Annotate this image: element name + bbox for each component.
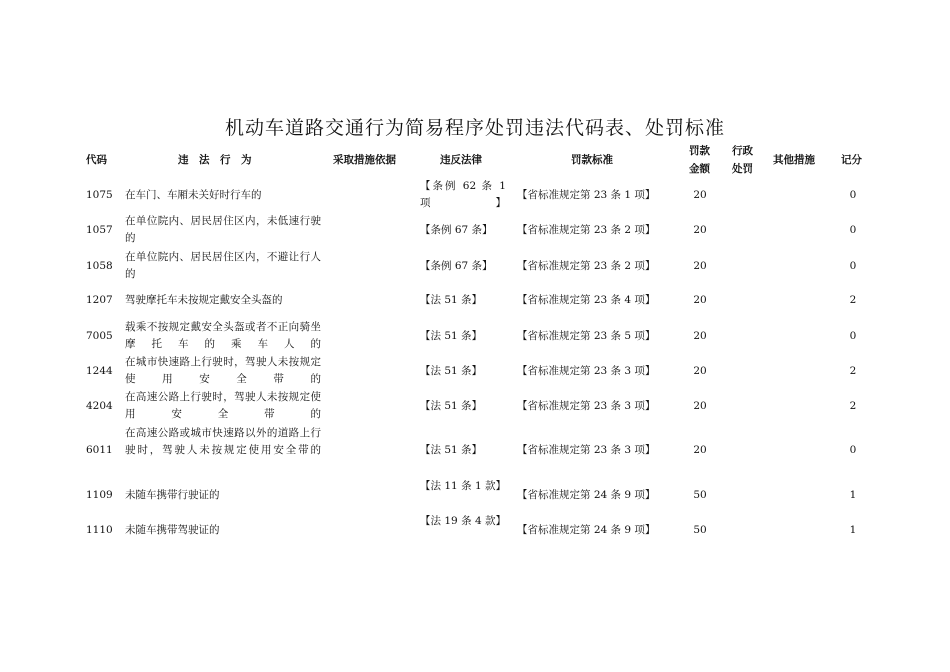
row-violation: 未随车携带行驶证的	[125, 489, 220, 501]
row-code: 1109	[86, 489, 113, 501]
header-violation: 违 法 行 为	[178, 154, 252, 166]
row-standard: 【省标准规定第 23 条 3 项】	[517, 444, 656, 456]
row-code: 7005	[86, 330, 113, 342]
row-law: 【法 11 条 1 款】	[420, 480, 506, 492]
row-points: 2	[849, 400, 857, 412]
row-code: 1075	[86, 189, 113, 201]
row-standard: 【省标准规定第 23 条 3 项】	[517, 400, 656, 412]
row-code: 1244	[86, 365, 113, 377]
header-points: 记分	[841, 154, 862, 166]
row-law: 【条例 62 条 1 项】	[420, 180, 506, 209]
header-admin-line1: 行政	[732, 145, 753, 157]
row-code: 1057	[86, 224, 113, 236]
row-points: 0	[849, 224, 857, 236]
row-points: 1	[849, 524, 857, 536]
row-points: 1	[849, 489, 857, 501]
header-penalty-standard: 罚款标准	[571, 154, 613, 166]
header-other-measures: 其他措施	[773, 154, 815, 166]
row-law: 【法 51 条】	[420, 330, 483, 342]
row-points: 2	[849, 365, 857, 377]
row-points: 0	[849, 330, 857, 342]
page-title: 机动车道路交通行为简易程序处罚违法代码表、处罚标准	[224, 117, 725, 139]
row-fine: 20	[693, 224, 707, 236]
row-fine: 20	[693, 330, 707, 342]
row-code: 4204	[86, 400, 113, 412]
row-law: 【条例 67 条】	[420, 260, 493, 272]
row-standard: 【省标准规定第 24 条 9 项】	[517, 489, 656, 501]
row-standard: 【省标准规定第 23 条 4 项】	[517, 294, 656, 306]
row-code: 1110	[86, 524, 113, 536]
row-points: 0	[849, 260, 857, 272]
row-law: 【条例 67 条】	[420, 224, 493, 236]
row-standard: 【省标准规定第 23 条 2 项】	[517, 224, 656, 236]
header-measure-basis: 采取措施依据	[333, 154, 396, 166]
row-code: 1207	[86, 294, 113, 306]
row-law: 【法 51 条】	[420, 365, 483, 377]
row-fine: 20	[693, 294, 707, 306]
row-standard: 【省标准规定第 23 条 5 项】	[517, 330, 656, 342]
row-standard: 【省标准规定第 24 条 9 项】	[517, 524, 656, 536]
row-fine: 20	[693, 189, 707, 201]
header-admin-line2: 处罚	[732, 163, 753, 175]
row-law: 【法 51 条】	[420, 294, 483, 306]
row-violation: 在高速公路上行驶时，驾驶人未按规定使用安全带的	[125, 391, 321, 420]
row-points: 0	[849, 444, 857, 456]
row-violation: 在城市快速路上行驶时，驾驶人未按规定使用安全带的	[125, 356, 321, 385]
row-fine: 50	[693, 489, 707, 501]
header-fine-line1: 罚款	[689, 145, 710, 157]
row-violation: 未随车携带驾驶证的	[125, 524, 220, 536]
row-fine: 20	[693, 260, 707, 272]
row-standard: 【省标准规定第 23 条 3 项】	[517, 365, 656, 377]
row-standard: 【省标准规定第 23 条 1 项】	[517, 189, 656, 201]
row-law: 【法 19 条 4 款】	[420, 515, 506, 527]
header-law: 违反法律	[440, 154, 482, 166]
row-fine: 20	[693, 365, 707, 377]
row-law: 【法 51 条】	[420, 400, 483, 412]
row-violation: 在单位院内、居民居住区内，不避让行人的	[125, 251, 321, 280]
row-law: 【法 51 条】	[420, 444, 483, 456]
row-violation: 在单位院内、居民居住区内，未低速行驶的	[125, 215, 321, 244]
row-violation: 载乘不按规定戴安全头盔或者不正向骑坐摩托车的乘车人的	[125, 321, 321, 350]
row-standard: 【省标准规定第 23 条 2 项】	[517, 260, 656, 272]
row-fine: 50	[693, 524, 707, 536]
header-code: 代码	[86, 154, 107, 166]
row-code: 6011	[86, 444, 113, 456]
row-code: 1058	[86, 260, 113, 272]
row-violation: 在车门、车厢未关好时行车的	[125, 189, 262, 201]
row-violation: 驾驶摩托车未按规定戴安全头盔的	[125, 294, 283, 306]
row-points: 0	[849, 189, 857, 201]
row-fine: 20	[693, 400, 707, 412]
header-fine-line2: 金额	[689, 163, 710, 175]
row-violation: 在高速公路或城市快速路以外的道路上行驶时，驾驶人未按规定使用安全带的	[125, 427, 321, 456]
row-fine: 20	[693, 444, 707, 456]
row-points: 2	[849, 294, 857, 306]
